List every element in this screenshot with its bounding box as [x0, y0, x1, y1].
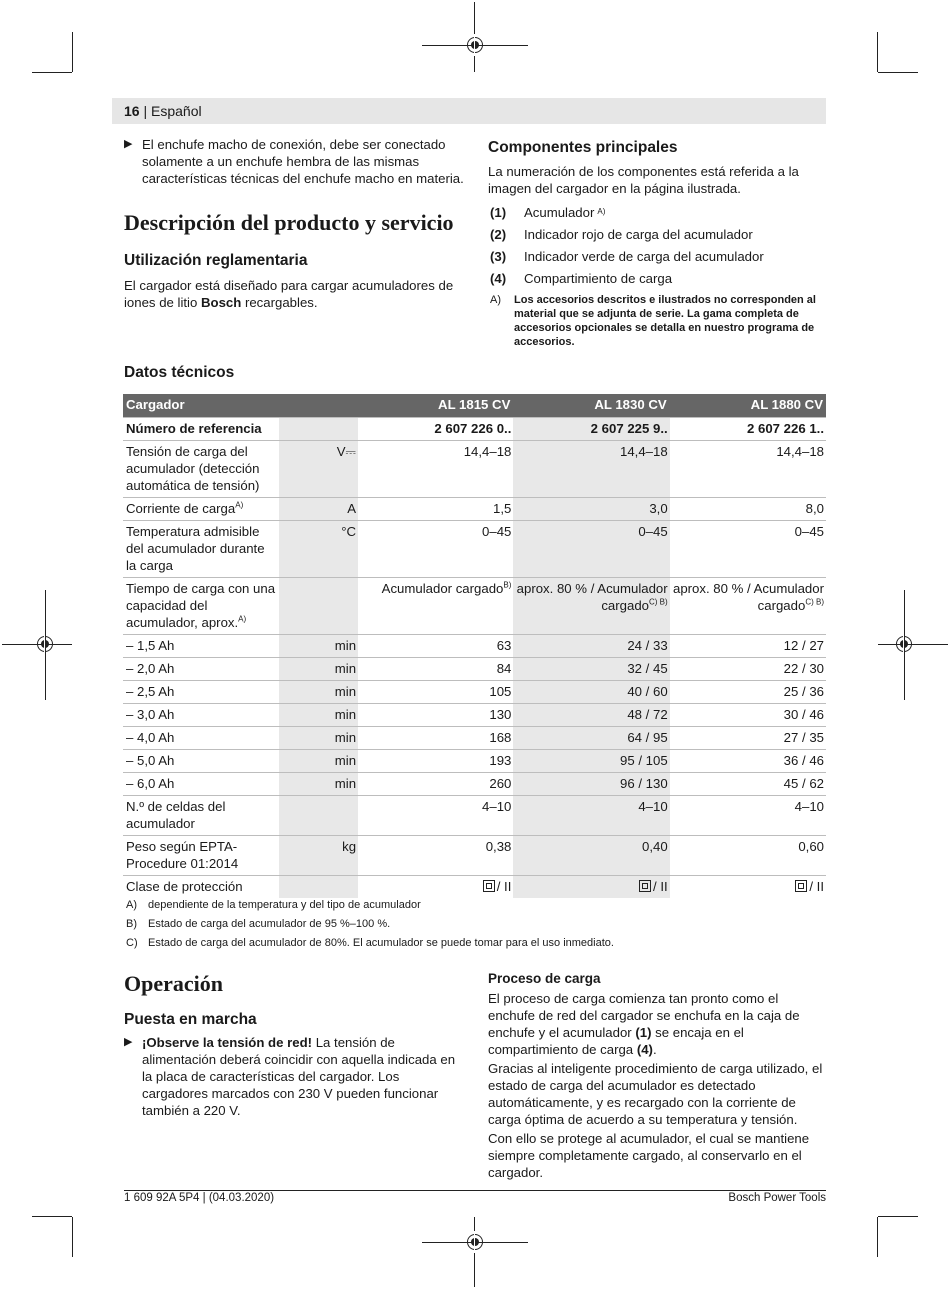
charging-heading: Proceso de carga: [488, 971, 601, 986]
row-label: – 4,0 Ah: [123, 727, 279, 750]
mains-voltage-text: ¡Observe la tensión de red! La tensión de alimentación deberá coincidir con aquella indicada en la placa de características del cargador. Los cargadores marcados con 230 V pueden funcionar también a 220 V.: [142, 1035, 456, 1118]
registration-mark-icon: [467, 1234, 483, 1250]
row-value: 2 607 226 1..: [670, 418, 826, 441]
registration-mark-icon: [896, 636, 912, 652]
component-item: (1) Acumulador A): [490, 204, 606, 220]
crop-mark: [72, 1217, 73, 1257]
charging-para-2: Gracias al inteligente procedimiento de carga utilizado, el estado de carga del acumulador es detectado automáticamente, y es recargado con la corriente de carga óptima de acuerdo a su temperatura y tensión.: [488, 1061, 823, 1127]
row-value: 0–45: [358, 521, 513, 578]
row-value: 96 / 130: [513, 773, 669, 796]
table-row: [123, 498, 826, 521]
table-footnotes: [126, 896, 614, 953]
row-label: N.º de celdas del acumulador: [123, 796, 279, 836]
brand-name: Bosch: [200, 295, 242, 310]
double-insulation-icon: [639, 880, 651, 892]
table-row: [123, 578, 826, 635]
row-unit: kg: [279, 836, 359, 876]
footer-brand: Bosch Power Tools: [728, 1192, 826, 1204]
footnote: [126, 915, 614, 934]
row-value: 0–45: [670, 521, 826, 578]
page-header: 16 | Español: [124, 103, 202, 119]
table-row: [123, 681, 826, 704]
table-row: [123, 635, 826, 658]
registration-mark-icon: [467, 37, 483, 53]
component-label: Indicador rojo de carga del acumulador: [524, 226, 753, 242]
triangle-bullet-icon: ▶: [124, 1036, 133, 1048]
table-row: [123, 418, 826, 441]
intended-use-text: El cargador está diseñado para cargar acumuladores de iones de litio Bosch recargables.: [124, 278, 454, 310]
component-number: (4): [490, 270, 507, 286]
row-label: – 6,0 Ah: [123, 773, 279, 796]
row-value: 12 / 27: [670, 635, 826, 658]
row-unit: min: [279, 658, 359, 681]
row-value: 14,4–18: [670, 441, 826, 498]
footnote-text: dependiente de la temperatura y del tipo de acumulador: [148, 899, 421, 911]
component-label: Indicador verde de carga del acumulador: [524, 248, 764, 264]
table-row: [123, 727, 826, 750]
footnote: [126, 896, 614, 915]
crop-mark: [32, 1216, 72, 1217]
row-value: 64 / 95: [513, 727, 669, 750]
row-unit: [279, 876, 359, 899]
row-value: 0–45: [513, 521, 669, 578]
row-label: – 1,5 Ah: [123, 635, 279, 658]
page-header-bar: [112, 98, 826, 124]
tech-data-table: [123, 394, 826, 898]
operation-right: [488, 970, 828, 1181]
row-value: 32 / 45: [513, 658, 669, 681]
row-value: 22 / 30: [670, 658, 826, 681]
row-value: 30 / 46: [670, 704, 826, 727]
charging-para-3: Con ello se protege al acumulador, el cual se mantiene siempre completamente cargado, al conservarlo en el cargador.: [488, 1131, 810, 1180]
registration-mark-icon: [37, 636, 53, 652]
row-value: 193: [358, 750, 513, 773]
header-unit: [279, 394, 359, 418]
row-value: 260: [358, 773, 513, 796]
row-label: – 3,0 Ah: [123, 704, 279, 727]
row-value: 36 / 46: [670, 750, 826, 773]
footer-doc-number: 1 609 92A 5P4 | (04.03.2020): [124, 1192, 275, 1204]
registration-line: [878, 644, 948, 645]
header-model: AL 1880 CV: [670, 394, 826, 418]
crop-mark: [877, 1217, 878, 1257]
component-label: Acumulador: [524, 204, 595, 220]
row-label: – 2,5 Ah: [123, 681, 279, 704]
row-unit: min: [279, 773, 359, 796]
footnote-ref: A): [235, 500, 244, 510]
row-unit: min: [279, 704, 359, 727]
footnote-ref: C) B): [805, 597, 824, 607]
table-row: [123, 704, 826, 727]
mains-voltage-bullet: [124, 1034, 464, 1119]
table-row: [123, 658, 826, 681]
crop-mark: [32, 72, 72, 73]
startup-heading: Puesta en marcha: [124, 1011, 257, 1028]
crop-mark: [878, 72, 918, 73]
table-row: [123, 773, 826, 796]
footnote-text: Estado de carga del acumulador de 80%. El acumulador se puede tomar para el uso inmediato.: [148, 937, 614, 949]
row-unit: [279, 796, 359, 836]
row-value: 4–10: [358, 796, 513, 836]
right-column: [488, 138, 826, 349]
components-heading: Componentes principales: [488, 139, 678, 156]
row-value: 0,38: [358, 836, 513, 876]
header-language: Español: [151, 103, 202, 119]
table-row: [123, 441, 826, 498]
components-list: [488, 201, 826, 289]
charging-para-1: El proceso de carga comienza tan pronto como el enchufe de red del cargador se enchufa en la caja de enchufe y el acumulador (1) se encaja en el compartimiento de carga (4).: [488, 991, 800, 1057]
component-number: (1): [490, 204, 507, 220]
row-label: – 2,0 Ah: [123, 658, 279, 681]
footnote-ref: A): [238, 614, 247, 624]
accessories-note: [488, 293, 826, 349]
row-value: aprox. 80 % / Acumulador cargado$^{C) B)}$: [670, 578, 826, 635]
row-label: – 5,0 Ah: [123, 750, 279, 773]
subheading-intended-use: Utilización reglamentaria: [124, 252, 308, 269]
components-intro: La numeración de los componentes está referida a la imagen del cargador en la página ilustrada.: [488, 164, 799, 196]
row-value: 25 / 36: [670, 681, 826, 704]
footer-rule: [124, 1190, 826, 1191]
row-value: 63: [358, 635, 513, 658]
row-value: 130: [358, 704, 513, 727]
row-value: 4–10: [513, 796, 669, 836]
footnote: [126, 934, 614, 953]
component-item: [488, 223, 826, 245]
row-value: 168: [358, 727, 513, 750]
row-value: 24 / 33: [513, 635, 669, 658]
row-unit: °C: [279, 521, 359, 578]
row-unit: min: [279, 727, 359, 750]
table-row: [123, 876, 826, 899]
row-value: 3,0: [513, 498, 669, 521]
row-value: 0,40: [513, 836, 669, 876]
row-label: Peso según EPTA-Procedure 01:2014: [123, 836, 279, 876]
safety-bullet: [124, 136, 464, 187]
row-value: / II: [358, 876, 513, 899]
row-label: Número de referencia: [123, 418, 279, 441]
crop-mark: [877, 32, 878, 72]
safety-bullet-text: El enchufe macho de conexión, debe ser conectado solamente a un enchufe hembra de las mismas características técnicas del enchufe macho en materia.: [142, 137, 464, 186]
double-insulation-icon: [483, 880, 495, 892]
table-row: [123, 521, 826, 578]
row-value: / II: [670, 876, 826, 899]
row-unit: [279, 578, 359, 635]
crop-mark: [72, 32, 73, 72]
row-value: 0,60: [670, 836, 826, 876]
component-item: [488, 245, 826, 267]
note-text: Los accesorios descritos e ilustrados no corresponden al material que se adjunta de serie. La gama completa de accesorios opcionales se detalla en nuestro programa de accesorios.: [514, 294, 816, 348]
row-unit: [279, 418, 359, 441]
row-value: / II: [513, 876, 669, 899]
footnote-ref: C) B): [649, 597, 668, 607]
tech-heading-wrap: [124, 363, 234, 383]
row-label: Corriente de carga$^{A)}$: [123, 498, 279, 521]
row-unit: V⎓: [279, 441, 359, 498]
left-column: [124, 136, 464, 311]
row-value: 14,4–18: [513, 441, 669, 498]
header-model: AL 1815 CV: [358, 394, 513, 418]
row-unit: A: [279, 498, 359, 521]
table-header-row: [123, 394, 826, 418]
table-row: [123, 836, 826, 876]
footnote-key: A): [126, 899, 137, 911]
row-value: 95 / 105: [513, 750, 669, 773]
row-value: 84: [358, 658, 513, 681]
footnote-key: B): [126, 918, 137, 930]
row-unit: min: [279, 635, 359, 658]
component-item: [488, 267, 826, 289]
component-number: (2): [490, 226, 507, 242]
row-label: Temperatura admisible del acumulador durante la carga: [123, 521, 279, 578]
footnote-text: Estado de carga del acumulador de 95 %–100 %.: [148, 918, 391, 930]
row-value: 27 / 35: [670, 727, 826, 750]
crop-mark: [878, 1216, 918, 1217]
component-number: (3): [490, 248, 507, 264]
note-key: A): [490, 294, 501, 306]
double-insulation-icon: [795, 880, 807, 892]
row-unit: min: [279, 681, 359, 704]
row-unit: min: [279, 750, 359, 773]
row-label: Clase de protección: [123, 876, 279, 899]
row-label: Tensión de carga del acumulador (detección automática de tensión): [123, 441, 279, 498]
row-value: 8,0: [670, 498, 826, 521]
tech-data-heading: Datos técnicos: [124, 364, 235, 381]
header-label: Cargador: [123, 394, 279, 418]
row-value: 45 / 62: [670, 773, 826, 796]
header-model: AL 1830 CV: [513, 394, 669, 418]
operation-title: Operación: [124, 971, 223, 996]
triangle-bullet-icon: ▶: [124, 138, 133, 150]
row-value: 48 / 72: [513, 704, 669, 727]
row-value: 2 607 225 9..: [513, 418, 669, 441]
table-row: [123, 796, 826, 836]
row-label: Tiempo de carga con una capacidad del acumulador, aprox.$^{A)}$: [123, 578, 279, 635]
row-value: 2 607 226 0..: [358, 418, 513, 441]
row-value: 105: [358, 681, 513, 704]
footnote-key: C): [126, 937, 138, 949]
row-value: aprox. 80 % / Acumulador cargado$^{C) B)}$: [513, 578, 669, 635]
section-title: Descripción del producto y servicio: [124, 210, 454, 235]
row-value: Acumulador cargado$^{B)}$: [358, 578, 513, 635]
row-value: 40 / 60: [513, 681, 669, 704]
page-number: 16: [124, 103, 140, 119]
component-label: Compartimiento de carga: [524, 270, 673, 286]
row-value: 1,5: [358, 498, 513, 521]
operation-left: [124, 970, 464, 1119]
footnote-ref: B): [503, 580, 512, 590]
row-value: 14,4–18: [358, 441, 513, 498]
row-value: 4–10: [670, 796, 826, 836]
table-row: [123, 750, 826, 773]
